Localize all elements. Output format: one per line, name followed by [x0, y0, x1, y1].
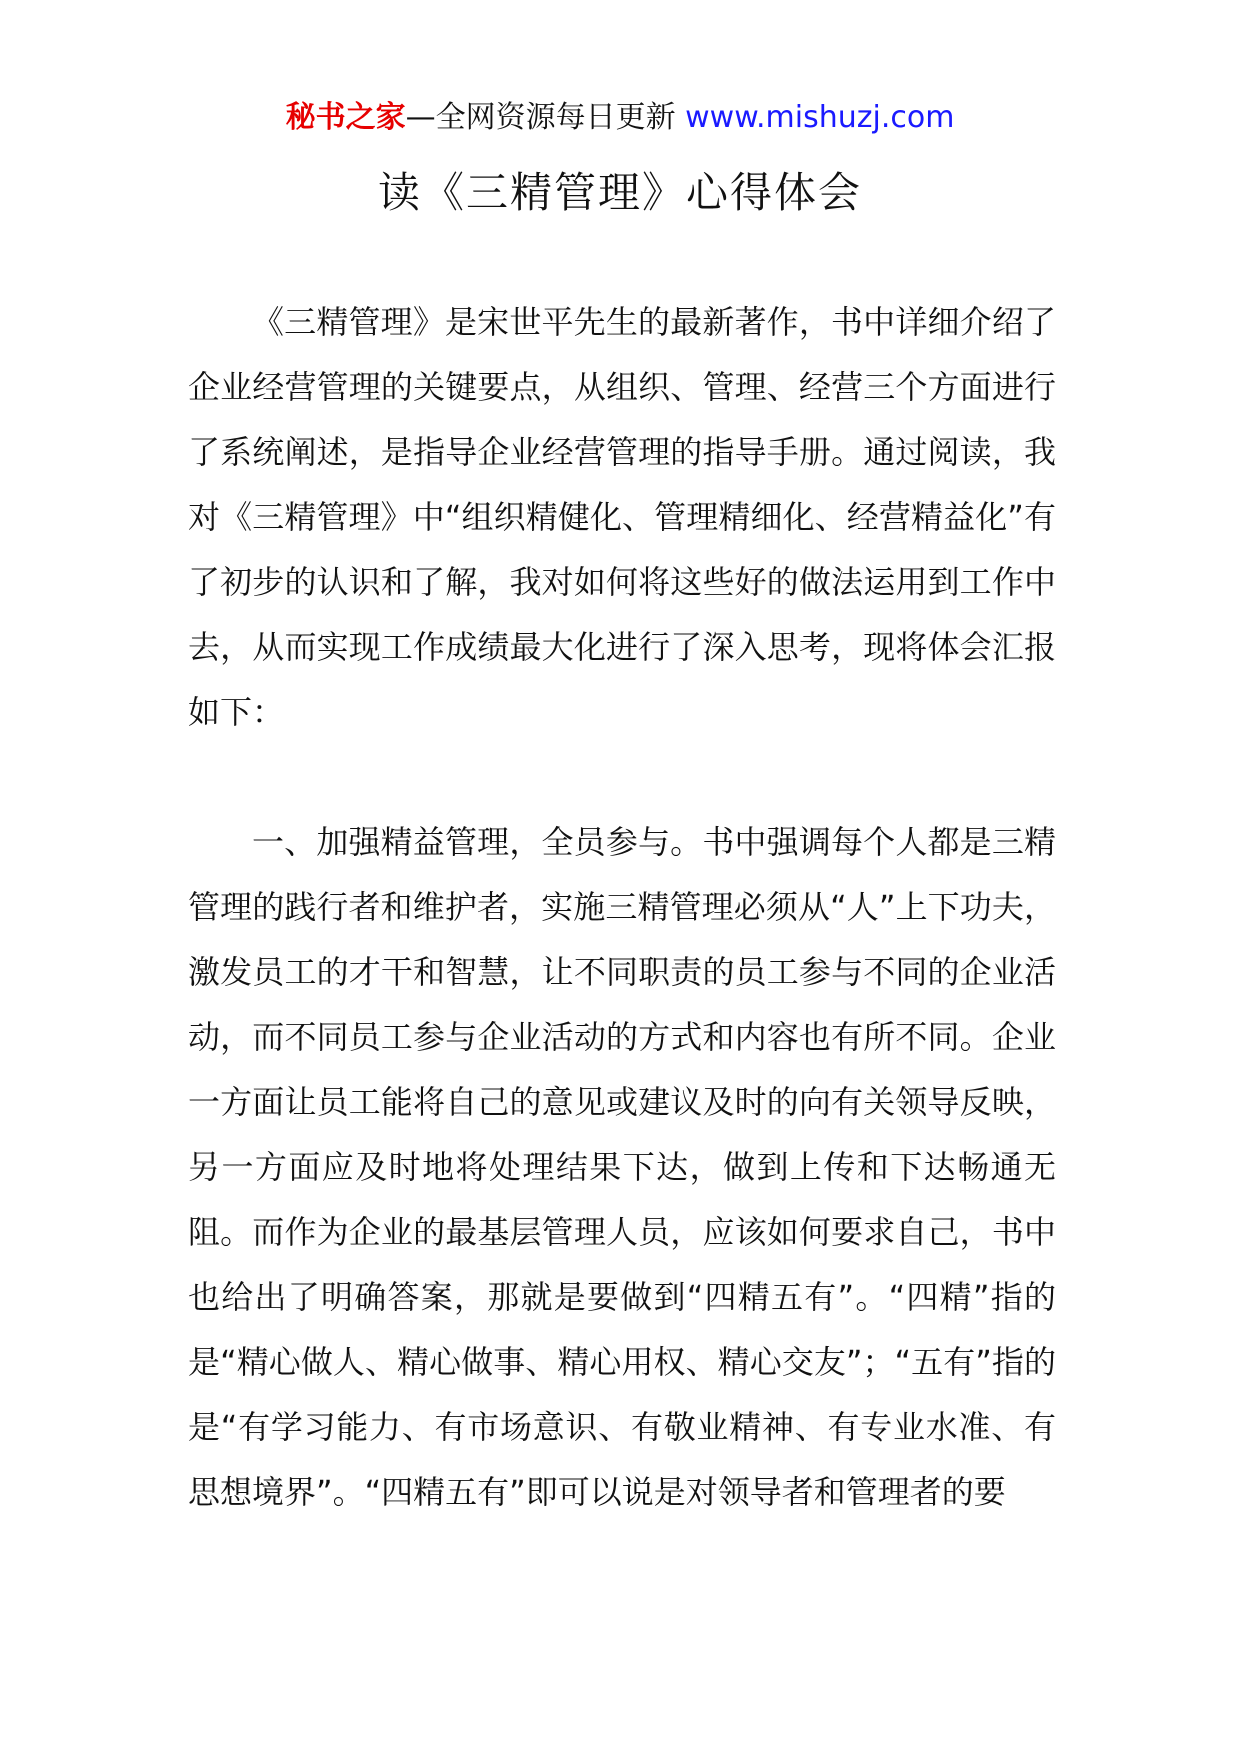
brand-name: 秘书之家 [285, 100, 406, 135]
paragraph-intro: 《三精管理》是宋世平先生的最新著作，书中详细介绍了企业经营管理的关键要点，从组织、管理、经营三个方面进行了系统阐述，是指导企业经营管理的指导手册。通过阅读，我对《三精管理》中“组织精健化、管理精细化、经营精益化”有了初步的认识和了解，我对如何将这些好的做法运用到工作中去，从而实现工作成绩最大化进行了深入思考，现将体会汇报如下： [188, 303, 1056, 731]
document-title: 读《三精管理》心得体会 [377, 168, 862, 217]
header-tagline: —全网资源每日更新 [405, 100, 686, 135]
page-header [0, 98, 1240, 138]
paragraph-section-1: 一、加强精益管理，全员参与。书中强调每个人都是三精管理的践行者和维护者，实施三精管理必须从“人”上下功夫，激发员工的才干和智慧，让不同职责的员工参与不同的企业活动，而不同员工参与企业活动的方式和内容也有所不同。企业一方面让员工能将自己的意见或建议及时的向有关领导反映，另一方面应及时地将处理结果下达，做到上传和下达畅通无阻。而作为企业的最基层管理人员，应该如何要求自己，书中也给出了明确答案，那就是要做到“四精五有”。“四精”指的是“精心做人、精心做事、精心用权、精心交友”；“五有”指的是“有学习能力、有市场意识、有敬业精神、有专业水准、有思想境界”。“四精五有”即可以说是对领导者和管理者的要 [188, 823, 1056, 1511]
website-link[interactable]: www.mishuzj.com [685, 100, 955, 135]
